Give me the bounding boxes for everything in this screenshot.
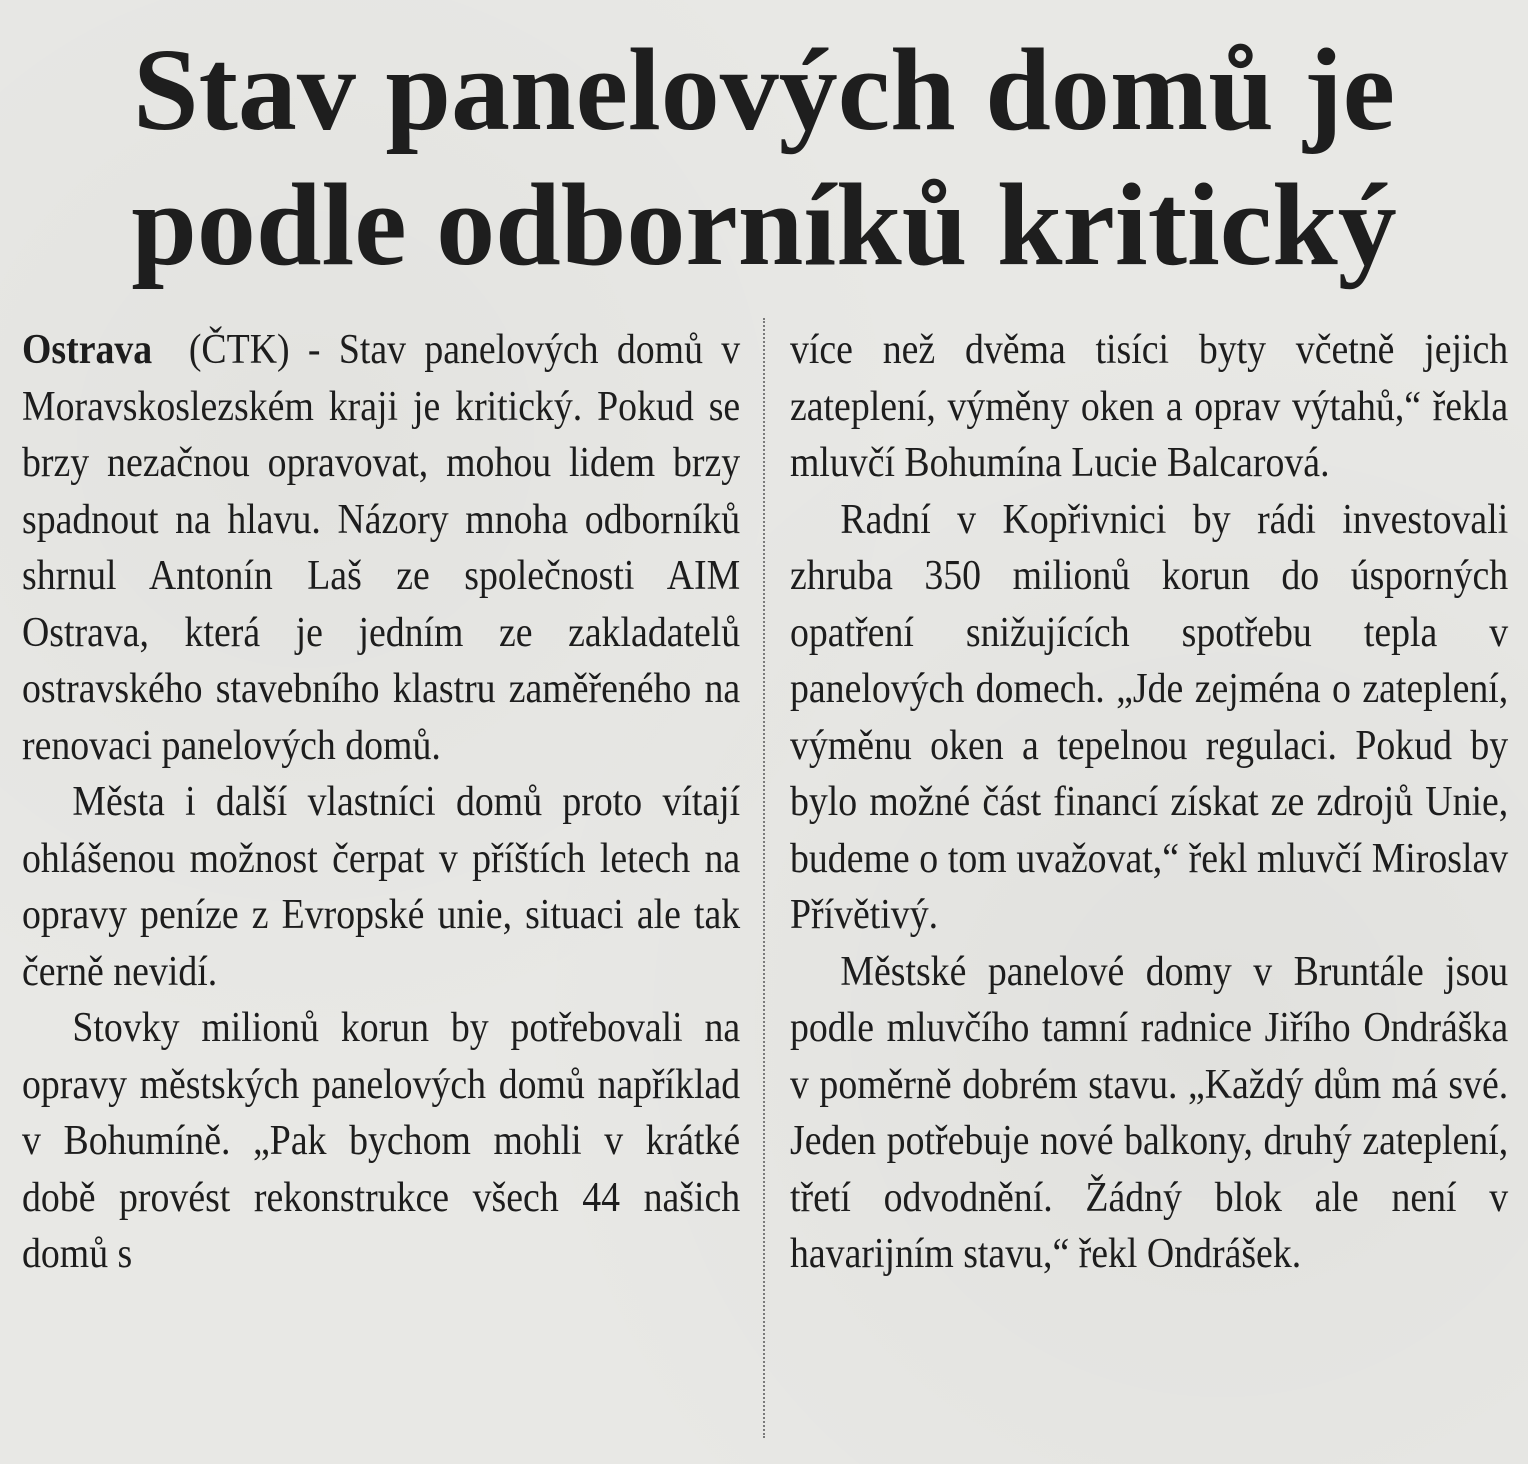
article-headline [30,22,1498,292]
article-column-right [790,322,1508,1283]
paragraph-6: Městské panelové domy v Bruntále jsou podle mluvčího tamní radnice Jiřího Ondráška v poměrně dobrém stavu. „Každý dům má své. Jeden potřebuje nové balkony, druhý zateplení, třetí odvodnění. Žádný blok ale není v havarijním stavu,“ řekl Ondrášek. [790,948,1509,1277]
paragraph-1-text: (ČTK) - Stav panelových domů v Moravskoslezském kraji je kritický. Pokud se brzy nezačnou opravovat, mohou lidem brzy spadnout na hlavu. Názory mnoha odborníků shrnul Antonín Laš ze společnosti AIM Ostrava, která je jedním ze zakladatelů ostravského stavebního klastru zaměřeného na renovaci panelových domů. [22,327,741,769]
article-column-left [22,322,740,1283]
paragraph-2: Města i další vlastníci domů proto vítají ohlášenou možnost čerpat v příštích letech na opravy peníze z Evropské unie, situaci ale tak černě nevidí. [22,779,741,995]
paragraph-1 [22,322,740,774]
paragraph-5: Radní v Kopřivnici by rádi investovali zhruba 350 milionů korun do úsporných opatření snižujících spotřebu tepla v panelových domech. „Jde zejména o zateplení, výměnu oken a tepelnou regulaci. Pokud by bylo možné část financí získat ze zdrojů Unie, budeme o tom uvažovat,“ řekl mluvčí Miroslav Přívětivý. [790,496,1509,938]
paragraph-3: Stovky milionů korun by potřebovali na opravy městských panelových domů například v Bohumíně. „Pak bychom mohli v krátké době provést rekonstrukce všech 44 našich domů s [22,1005,741,1277]
column-divider [763,318,765,1438]
headline-line-1: Stav panelových domů je [132,24,1396,155]
paragraph-4: více než dvěma tisíci byty včetně jejich zateplení, výměny oken a oprav výtahů,“ řekla mluvčí Bohumína Lucie Balcarová. [790,327,1509,486]
headline-line-2: podle odborníků kritický [131,159,1397,290]
dateline: Ostrava [22,327,153,373]
